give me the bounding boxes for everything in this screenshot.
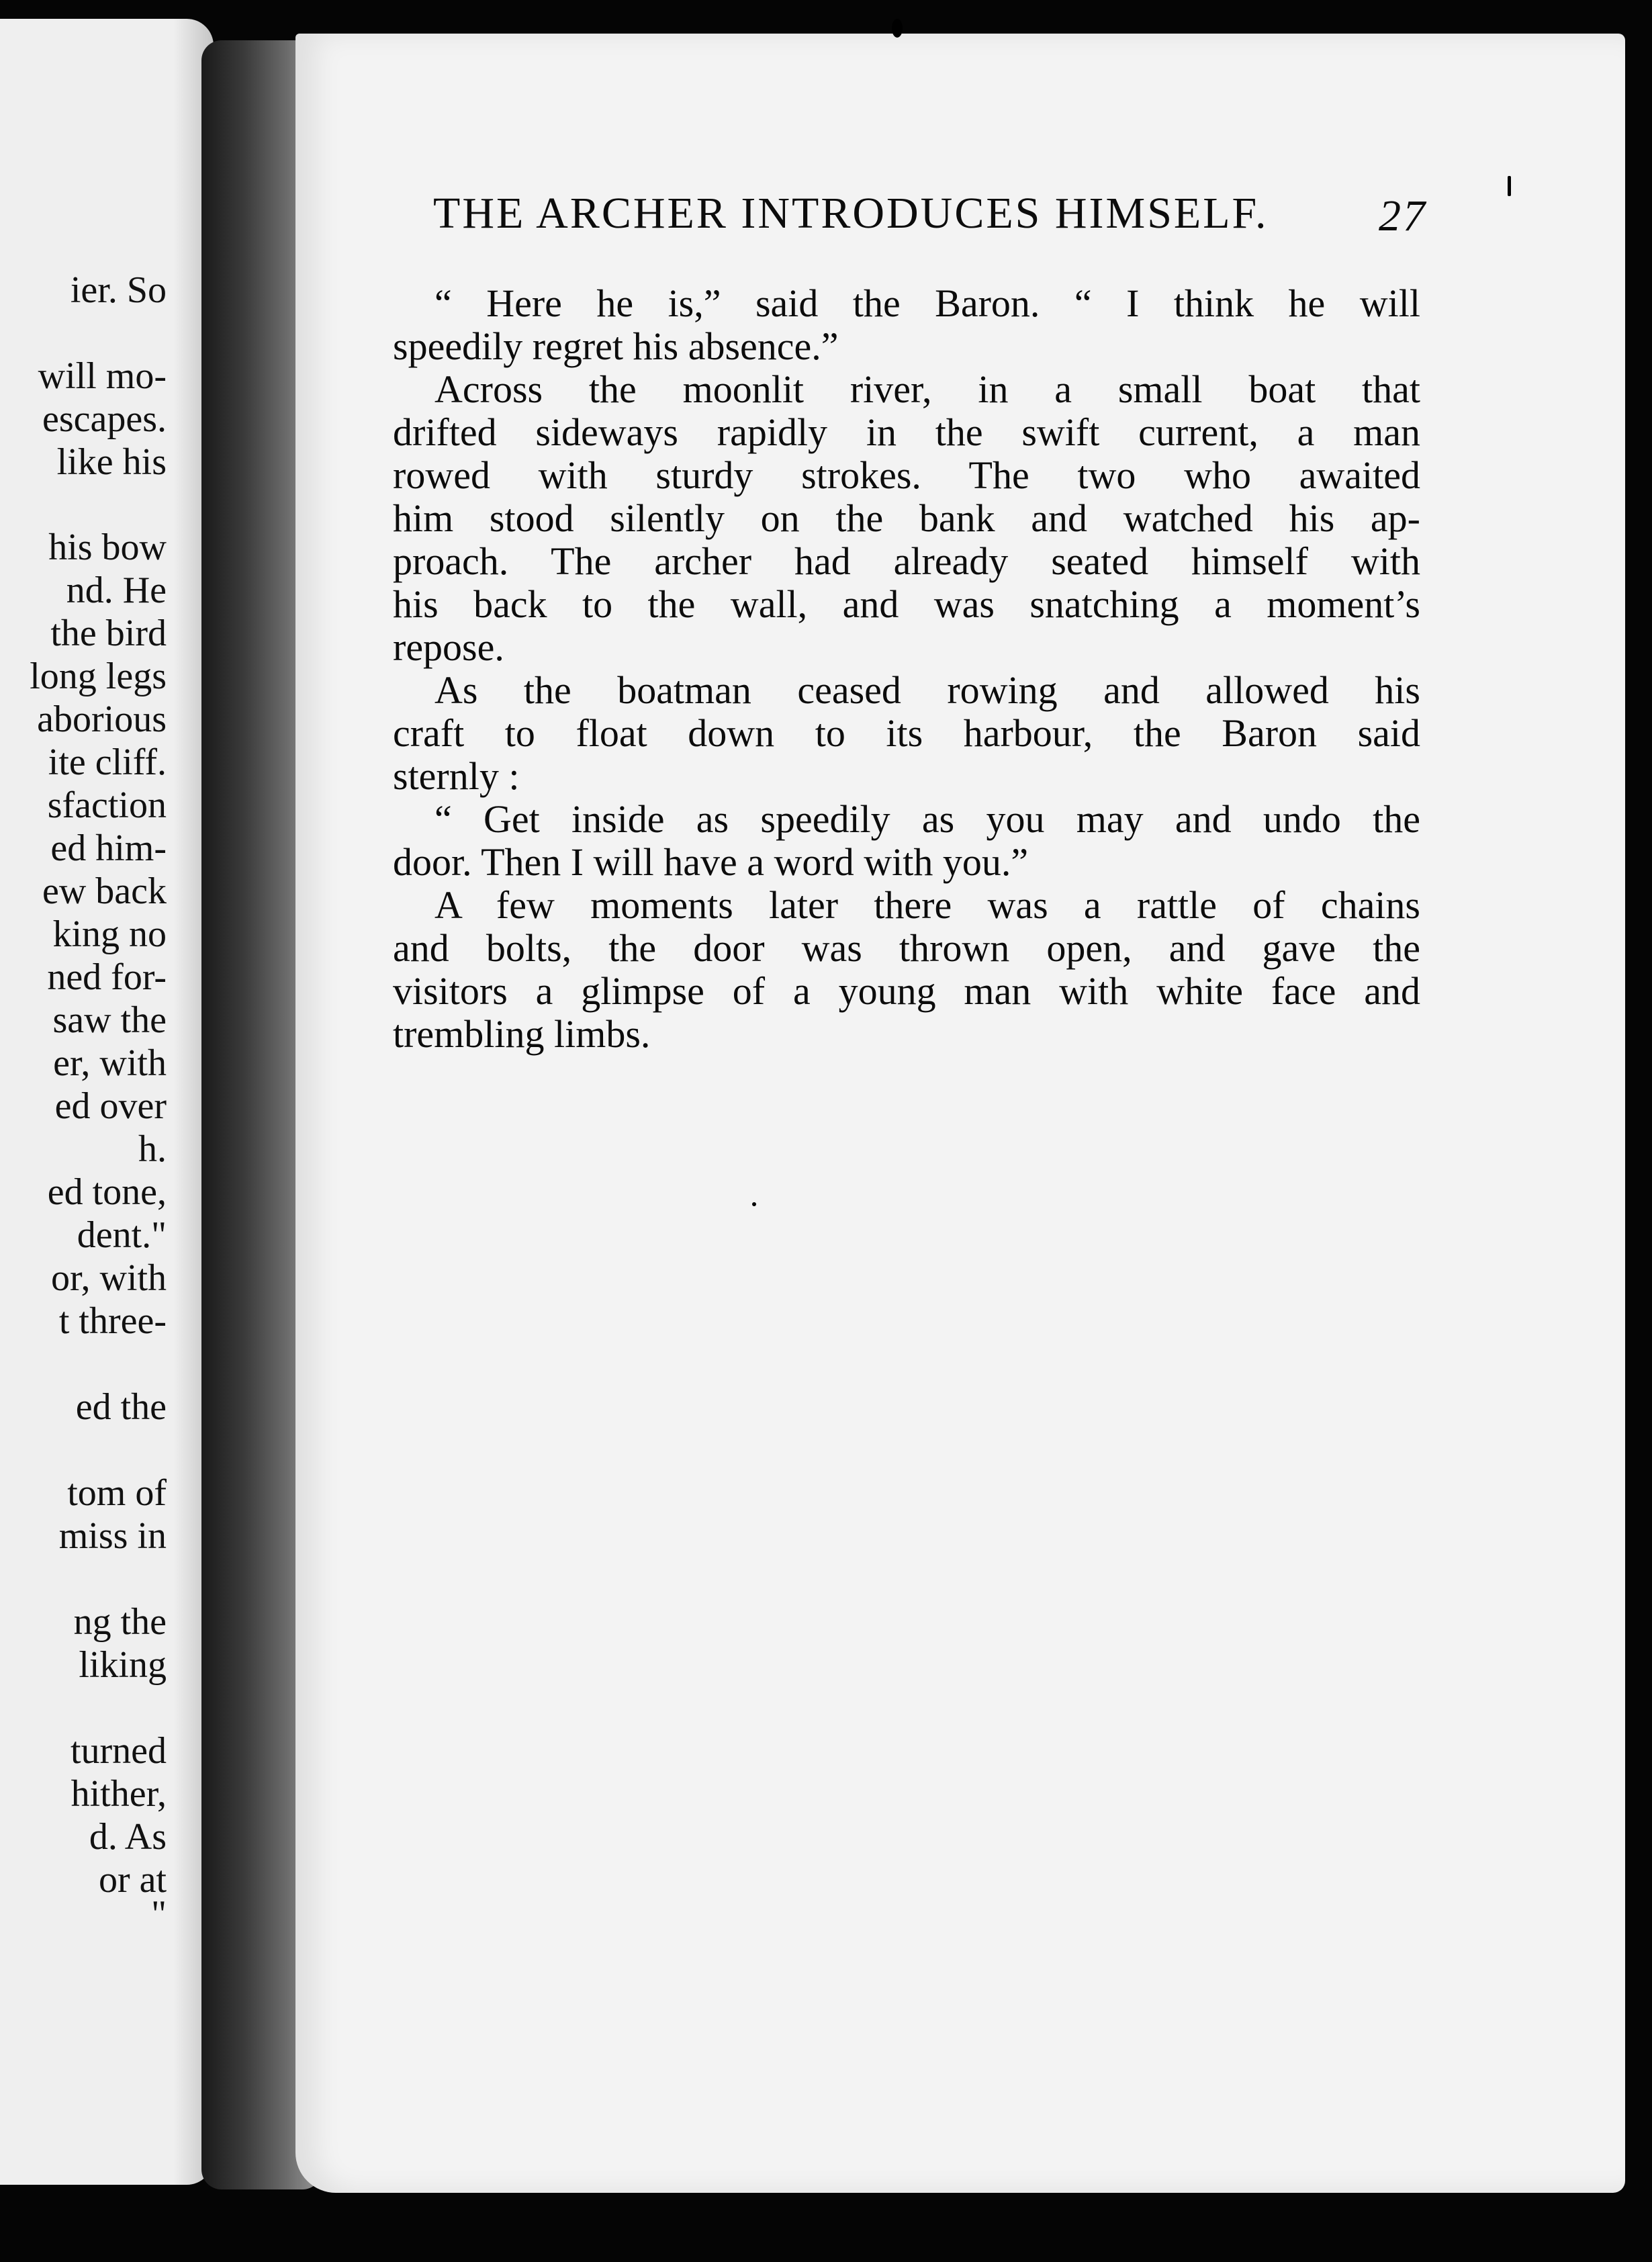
left-page-line: ed the bbox=[75, 1386, 167, 1428]
text-line: craft to float down to its harbour, the Baron said bbox=[393, 711, 1420, 755]
left-page-line: d. As bbox=[89, 1816, 167, 1858]
scan-speck bbox=[1508, 176, 1511, 196]
left-page-line: ed him- bbox=[50, 827, 167, 869]
left-page-line: dent." bbox=[77, 1214, 167, 1256]
text-line: him stood silently on the bank and watched his ap- bbox=[393, 496, 1420, 540]
left-page-line: ng the bbox=[73, 1601, 167, 1643]
left-page-line: er, with bbox=[53, 1042, 167, 1084]
scan-speck bbox=[892, 19, 903, 38]
left-page-line: nd. He bbox=[66, 570, 167, 611]
left-page-line: miss in bbox=[58, 1515, 167, 1557]
text-line: and bolts, the door was thrown open, and gave the bbox=[393, 926, 1420, 970]
left-page-line: liking bbox=[79, 1644, 167, 1686]
text-line: door. Then I will have a word with you.” bbox=[393, 840, 1029, 884]
left-page-line: sfaction bbox=[47, 784, 167, 826]
text-line: proach. The archer had already seated himself with bbox=[393, 539, 1420, 583]
left-page-line: long legs bbox=[30, 655, 167, 697]
text-line: sternly : bbox=[393, 754, 520, 798]
text-line: trembling limbs. bbox=[393, 1012, 651, 1056]
left-page-line: " bbox=[151, 1893, 167, 1935]
text-line: speedily regret his absence.” bbox=[393, 324, 839, 368]
left-page-line: ned for- bbox=[47, 956, 167, 998]
scan-speck bbox=[752, 1202, 756, 1206]
text-line: “ Get inside as speedily as you may and undo the bbox=[434, 797, 1420, 841]
left-page-line: his bow bbox=[48, 527, 167, 568]
left-page-line: saw the bbox=[52, 999, 167, 1041]
left-page-line: the bird bbox=[50, 613, 167, 654]
text-line: visitors a glimpse of a young man with white face and bbox=[393, 969, 1420, 1013]
text-line: drifted sideways rapidly in the swift current, a man bbox=[393, 410, 1420, 454]
left-page-line: like his bbox=[56, 441, 167, 483]
left-page-line: turned bbox=[70, 1730, 167, 1772]
left-page-line: ed tone, bbox=[47, 1171, 167, 1213]
text-line: rowed with sturdy strokes. The two who awaited bbox=[393, 453, 1420, 497]
left-page-line: ier. So bbox=[70, 269, 167, 311]
chapter-title: THE ARCHER INTRODUCES HIMSELF. bbox=[433, 189, 1269, 238]
left-page-line: t three- bbox=[58, 1300, 167, 1342]
left-page-line: ed over bbox=[54, 1085, 167, 1127]
left-page-line: h. bbox=[138, 1128, 167, 1170]
text-line: his back to the wall, and was snatching a moment’s bbox=[393, 582, 1420, 626]
text-line: repose. bbox=[393, 625, 504, 669]
text-line: As the boatman ceased rowing and allowed his bbox=[434, 668, 1420, 712]
left-page-line: ite cliff. bbox=[48, 741, 167, 783]
left-facing-page bbox=[0, 19, 214, 2185]
left-page-line: aborious bbox=[37, 698, 167, 740]
text-line: A few moments later there was a rattle of chains bbox=[434, 883, 1420, 927]
left-page-line: ew back bbox=[42, 870, 167, 912]
text-line: “ Here he is,” said the Baron. “ I think he will bbox=[434, 281, 1420, 325]
left-page-line: king no bbox=[52, 913, 167, 955]
left-page-line: will mo- bbox=[38, 355, 167, 397]
running-head bbox=[433, 188, 1427, 239]
left-page-line: tom of bbox=[67, 1472, 167, 1514]
page-number: 27 bbox=[1379, 191, 1427, 240]
left-page-line: or, with bbox=[51, 1257, 167, 1299]
left-page-line: hither, bbox=[71, 1773, 167, 1815]
left-page-line: escapes. bbox=[42, 398, 167, 440]
text-line: Across the moonlit river, in a small boat that bbox=[434, 367, 1420, 411]
left-page-line: or at bbox=[98, 1859, 167, 1901]
